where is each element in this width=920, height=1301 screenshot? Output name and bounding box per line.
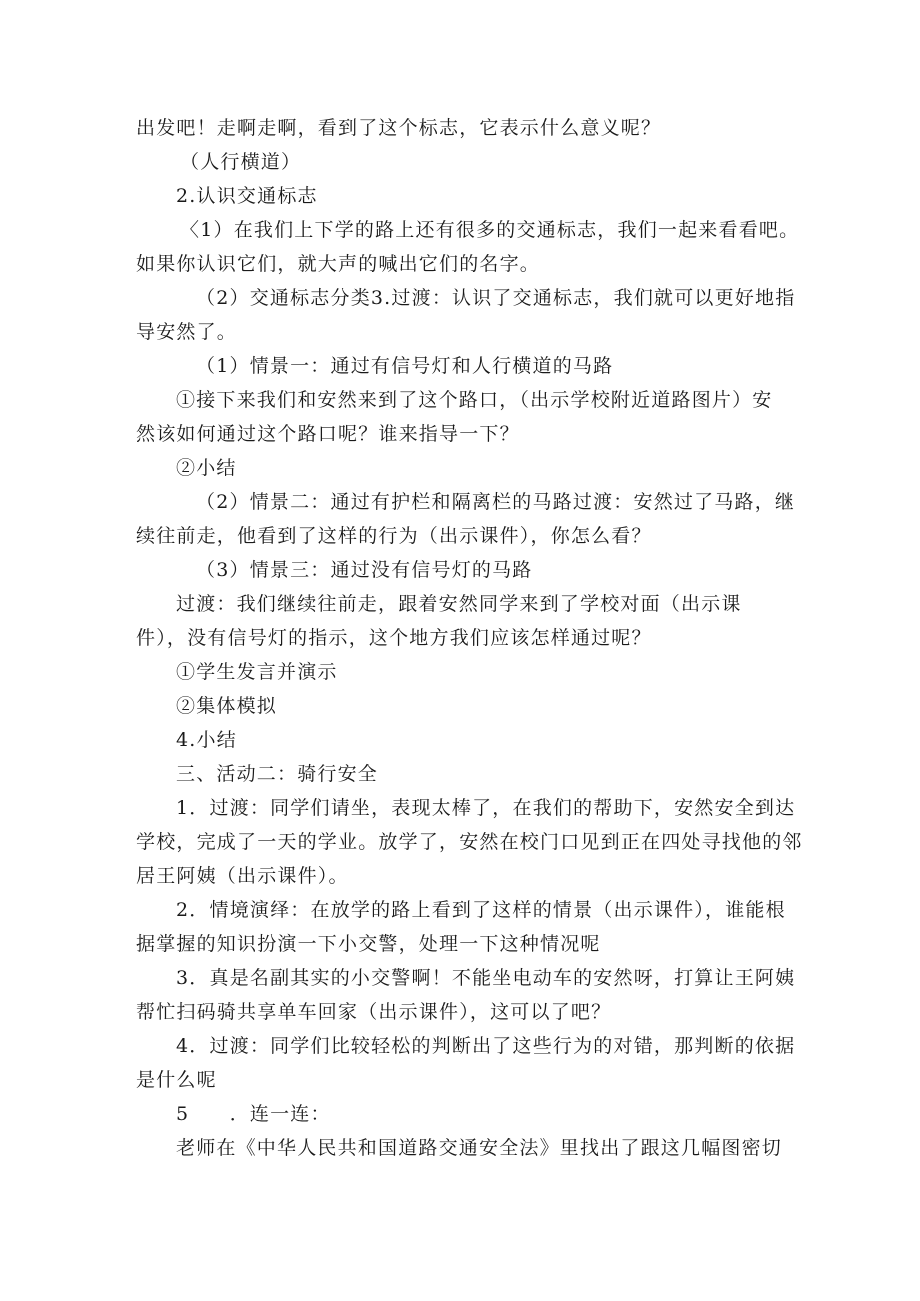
text-line: 4．过渡：同学们比较轻松的判断出了这些行为的对错，那判断的依据 <box>176 1035 796 1057</box>
text-line: 学校，完成了一天的学业。放学了，安然在校门口见到正在四处寻找他的邻 <box>136 831 803 853</box>
text-line: 1．过渡：同学们请坐，表现太棒了，在我们的帮助下，安然安全到达 <box>176 797 796 819</box>
text-line: 是什么呢 <box>136 1069 217 1091</box>
text-line: 2．情境演绎：在放学的路上看到了这样的情景（出示课件），谁能根 <box>176 899 786 921</box>
text-line: ①学生发言并演示 <box>176 661 338 683</box>
section-heading: 2.认识交通标志 <box>176 185 318 207</box>
text-line: （3）情景三：通过没有信号灯的马路 <box>196 559 533 581</box>
text-line: 5 ．连一连： <box>176 1103 331 1125</box>
text-line: 据掌握的知识扮演一下小交警，处理一下这种情况呢 <box>136 933 601 955</box>
text-line: （2）情景二：通过有护栏和隔离栏的马路过渡：安然过了马路，继 <box>196 491 796 513</box>
text-line: 〈1）在我们上下学的路上还有很多的交通标志，我们一起来看看吧。 <box>180 219 800 241</box>
text-line: 出发吧！走啊走啊，看到了这个标志，它表示什么意义呢？ <box>136 117 662 139</box>
text-line: 件），没有信号灯的指示，这个地方我们应该怎样通过呢？ <box>136 627 652 649</box>
text-line: 老师在《中华人民共和国道路交通安全法》里找出了跟这几幅图密切 <box>176 1137 783 1159</box>
text-line: 帮忙扫码骑共享单车回家（出示课件），这可以了吧？ <box>136 1001 612 1023</box>
section-heading: 4.小结 <box>176 729 237 751</box>
text-line: 续往前走，他看到了这样的行为（出示课件），你怎么看？ <box>136 525 652 547</box>
text-line: 居王阿姨（出示课件）。 <box>136 865 349 887</box>
text-line: ②小结 <box>176 457 237 479</box>
text-line: （人行横道） <box>180 151 302 173</box>
text-line: （1）情景一：通过有信号灯和人行横道的马路 <box>196 355 614 377</box>
text-line: 然该如何通过这个路口呢？谁来指导一下？ <box>136 423 520 445</box>
text-line: 导安然了。 <box>136 321 238 343</box>
text-line: 如果你认识它们，就大声的喊出它们的名字。 <box>136 253 541 275</box>
text-line: ②集体模拟 <box>176 695 278 717</box>
text-line: ①接下来我们和安然来到了这个路口，（出示学校附近道路图片）安 <box>176 389 773 411</box>
text-line: （2）交通标志分类3.过渡：认识了交通标志，我们就可以更好地指 <box>196 287 796 309</box>
section-heading: 三、活动二：骑行安全 <box>176 763 379 785</box>
text-line: 过渡：我们继续往前走，跟着安然同学来到了学校对面（出示课 <box>176 593 742 615</box>
text-line: 3．真是名副其实的小交警啊！不能坐电动车的安然呀，打算让王阿姨 <box>176 967 796 989</box>
